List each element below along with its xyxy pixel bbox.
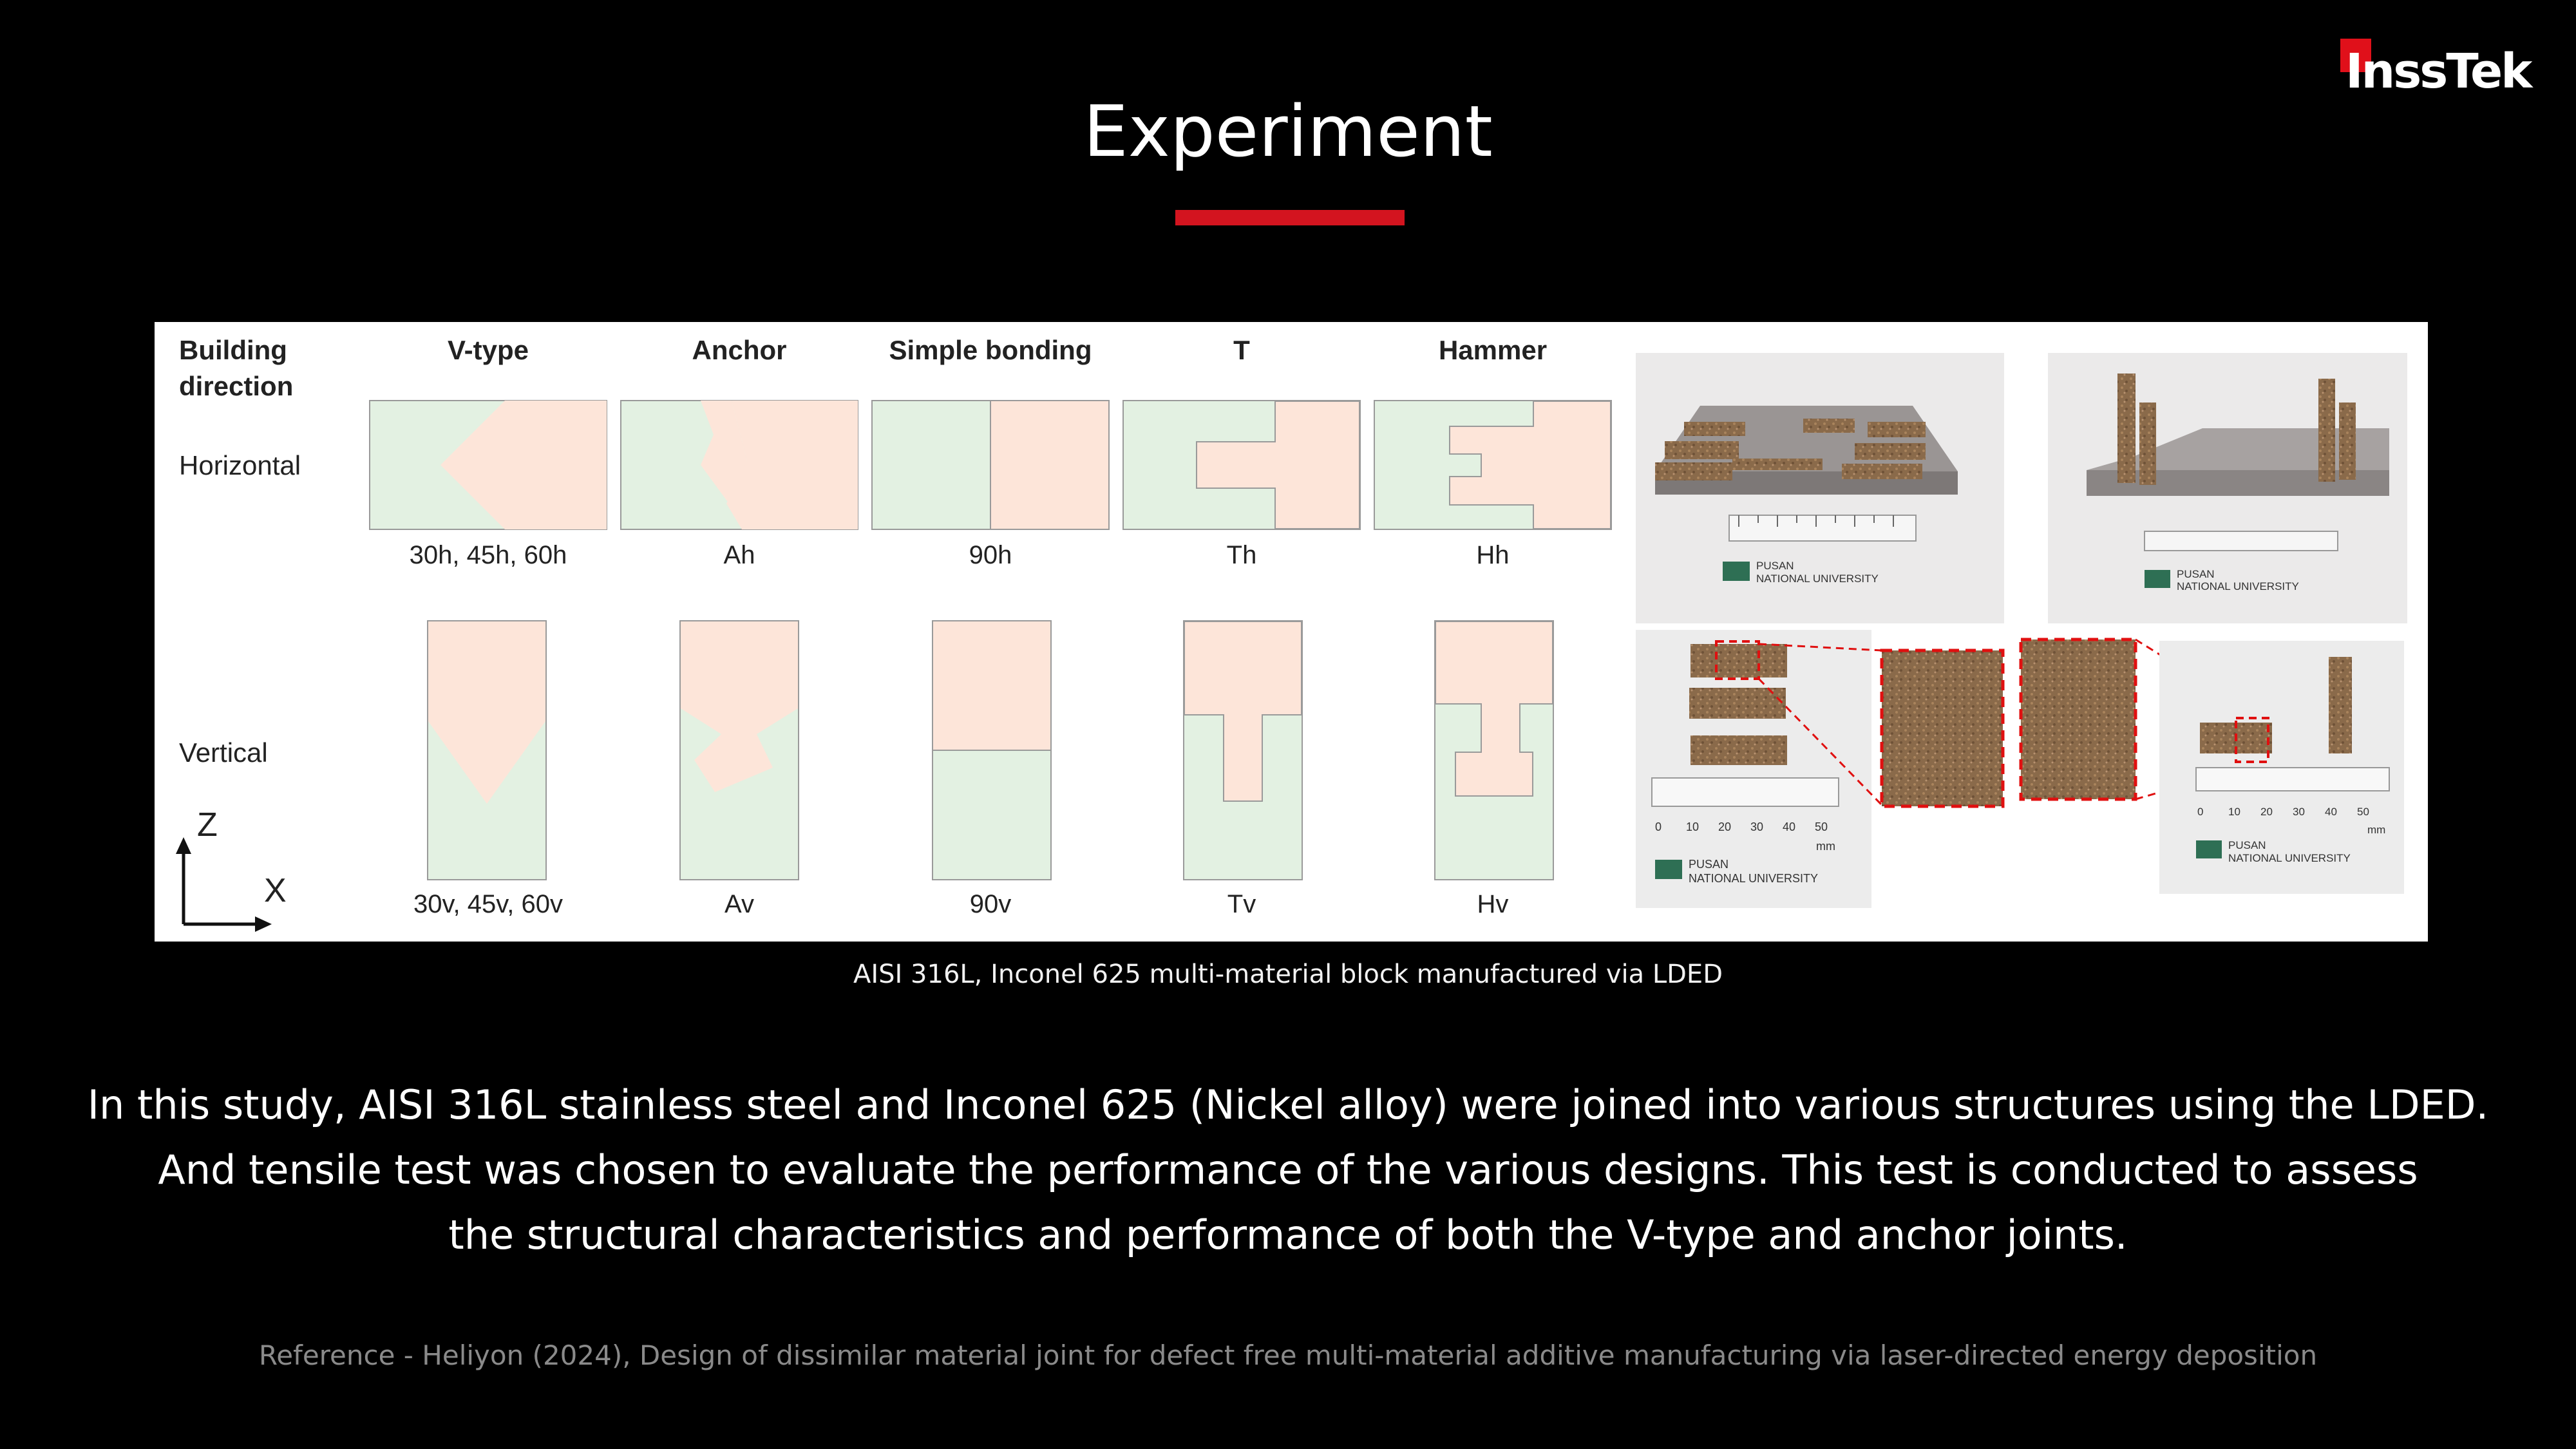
zx-axis-icon (176, 806, 287, 932)
code-t-v: Tv (1227, 890, 1256, 918)
photo-vertical-specimen (2159, 641, 2404, 894)
col-header-t: T (1233, 335, 1250, 365)
photo-specimens-ruler (1636, 630, 1871, 908)
photo3-inst-line1: PUSAN (1689, 858, 1729, 871)
code-vtype-h: 30h, 45h, 60h (409, 541, 567, 569)
figure-caption: AISI 316L, Inconel 625 multi-material block manufactured via LDED (853, 960, 1723, 989)
photo3-inst-line2: NATIONAL UNIVERSITY (1689, 872, 1819, 885)
photo1-inst-line2: NATIONAL UNIVERSITY (1756, 573, 1879, 585)
diagram-hammer-vertical (1435, 621, 1553, 880)
body-paragraph (0, 1072, 2576, 1267)
diagram-hammer-horizontal (1374, 401, 1611, 529)
photo3-unit: mm (1816, 840, 1835, 853)
svg-text:20: 20 (2260, 806, 2273, 818)
photo4-inst-line1: PUSAN (2228, 839, 2266, 851)
svg-text:0: 0 (2197, 806, 2204, 818)
body-line-3: the structural characteristics and performance of both the V-type and anchor joints. (448, 1211, 2128, 1258)
axis-label-z: Z (197, 806, 218, 844)
diagram-vtype-vertical (428, 621, 546, 880)
svg-text:10: 10 (1686, 820, 1700, 833)
diagram-vtype-horizontal (370, 401, 607, 529)
body-line-2: And tensile test was chosen to evaluate the performance of the various designs. This test is conducted to assess (158, 1146, 2418, 1193)
diagram-anchor-vertical (680, 621, 799, 880)
insstek-logo (2338, 39, 2544, 103)
body-line-1: In this study, AISI 316L stainless steel and Inconel 625 (Nickel alloy) were joined into various structures using the LDED. (87, 1081, 2489, 1128)
diagram-t-vertical (1184, 621, 1302, 880)
code-anchor-v: Av (724, 890, 754, 918)
code-t-h: Th (1226, 541, 1257, 569)
code-vtype-v: 30v, 45v, 60v (413, 890, 563, 918)
col-header-vtype: V-type (447, 335, 529, 365)
svg-text:30: 30 (1750, 820, 1764, 833)
col-header-simple-bonding: Simple bonding (889, 335, 1092, 365)
diagram-t-horizontal (1123, 401, 1360, 529)
code-anchor-h: Ah (723, 541, 755, 569)
photo4-inst-line2: NATIONAL UNIVERSITY (2228, 852, 2351, 864)
svg-text:0: 0 (1655, 820, 1662, 833)
slide-title: Experiment (1083, 90, 1493, 173)
svg-text:40: 40 (2325, 806, 2337, 818)
diagram-anchor-horizontal (621, 401, 858, 529)
reference-note: Reference - Heliyon (2024), Design of dissimilar material joint for defect free multi-material additive manufacturing via laser-directed energy deposition (258, 1340, 2318, 1371)
figure-panel (155, 322, 2428, 942)
row-header-line1: Building (179, 335, 287, 365)
joint-design-figure (155, 322, 2428, 942)
axis-label-x: X (264, 872, 287, 909)
code-hammer-v: Hv (1477, 890, 1509, 918)
logo-wordmark: InssTek (2345, 44, 2531, 99)
title-underline (1175, 210, 1405, 225)
svg-text:30: 30 (2293, 806, 2305, 818)
row-label-horizontal: Horizontal (179, 450, 301, 480)
col-header-anchor: Anchor (692, 335, 787, 365)
photo2-inst-line2: NATIONAL UNIVERSITY (2177, 580, 2299, 592)
col-header-hammer: Hammer (1438, 335, 1548, 365)
photo2-inst-line1: PUSAN (2177, 568, 2215, 580)
svg-text:50: 50 (1815, 820, 1828, 833)
code-simple-h: 90h (969, 541, 1012, 569)
code-simple-v: 90v (969, 890, 1012, 918)
diagram-simple-horizontal (872, 401, 1109, 529)
photo1-inst-line1: PUSAN (1756, 560, 1794, 572)
diagram-simple-vertical (933, 621, 1051, 880)
photo4-unit: mm (2367, 824, 2386, 836)
svg-text:10: 10 (2228, 806, 2240, 818)
row-label-vertical: Vertical (179, 737, 268, 768)
svg-text:20: 20 (1718, 820, 1732, 833)
code-hammer-h: Hh (1476, 541, 1510, 569)
svg-text:50: 50 (2357, 806, 2369, 818)
row-header-line2: direction (179, 371, 294, 401)
photo-vertical-block (2048, 353, 2407, 623)
photo-horizontal-block (1636, 353, 2004, 623)
svg-text:40: 40 (1783, 820, 1796, 833)
